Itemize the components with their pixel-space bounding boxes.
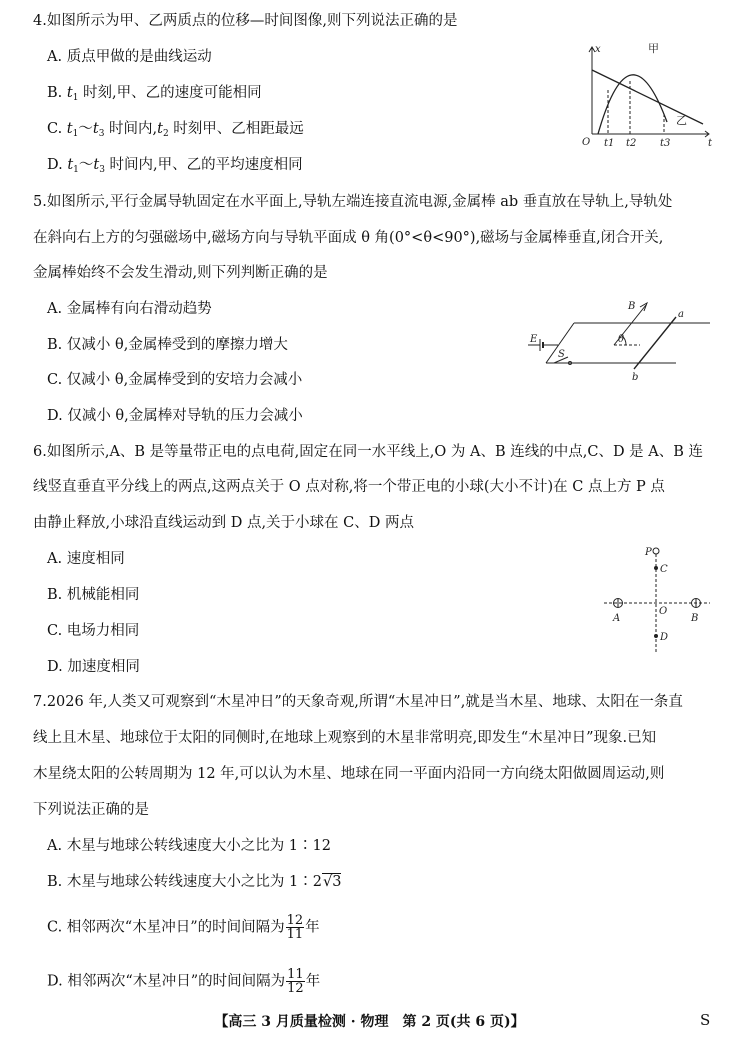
q4-option-d: D. $t_1\sim t_3$ 时间内,甲、乙的平均速度相同 xyxy=(47,157,303,175)
q6-option-c: C. 电场力相同 xyxy=(47,623,140,639)
q5-stem-line-1: 5.如图所示,平行金属导轨固定在水平面上,导轨左端连接直流电源,金属棒 ab 垂直放在导轨上,导轨处 xyxy=(33,194,673,210)
q5-option-d: D. 仅减小 θ,金属棒对导轨的压力会减小 xyxy=(47,408,303,424)
q6-option-b: B. 机械能相同 xyxy=(47,587,140,603)
q4-t1-label: t1 xyxy=(604,138,615,149)
q6-a-label: A xyxy=(613,613,621,624)
q5-rail-diagram xyxy=(528,295,714,387)
q6-d-label: D xyxy=(660,632,669,643)
q4-xt-graph xyxy=(578,42,718,152)
q5-stem-line-2: 在斜向右上方的匀强磁场中,磁场方向与导轨平面成 θ 角(0°<θ<90°),磁场与金属棒垂直,闭合开关, xyxy=(33,230,664,246)
q7-stem-line-4: 下列说法正确的是 xyxy=(33,802,149,818)
q4-yi-label: 乙 xyxy=(676,114,687,127)
q4-stem: 4.如图所示为甲、乙两质点的位移—时间图像,则下列说法正确的是 xyxy=(33,13,458,29)
q5-option-a: A. 金属棒有向右滑动趋势 xyxy=(47,301,212,317)
fraction: $\frac{12}{11}$ xyxy=(286,913,304,942)
q6-stem-line-3: 由静止释放,小球沿直线运动到 D 点,关于小球在 C、D 两点 xyxy=(33,515,414,531)
q6-stem-line-2: 线竖直垂直平分线上的两点,这两点关于 O 点对称,将一个带正电的小球(大小不计)在 C 点上方 P 点 xyxy=(33,479,665,495)
q6-o-label: O xyxy=(659,606,668,617)
page-corner-mark: S xyxy=(700,1011,711,1029)
q5-option-c: C. 仅减小 θ,金属棒受到的安培力会减小 xyxy=(47,372,303,388)
q5-b-field-label: B xyxy=(628,301,636,312)
q6-stem-line-1: 6.如图所示,A、B 是等量带正电的点电荷,固定在同一水平线上,O 为 A、B 连线的中点,C、D 是 A、B 连 xyxy=(33,444,704,460)
q5-source-label: E xyxy=(530,334,538,345)
q7-option-b: B. 木星与地球公转线速度大小之比为 1∶2√3 xyxy=(47,874,342,890)
q7-option-d: D. 相邻两次“木星冲日”的时间间隔为 $\frac{11}{12}$ 年 xyxy=(47,967,321,996)
q4-jia-label: 甲 xyxy=(648,42,659,55)
fraction: $\frac{11}{12}$ xyxy=(287,967,304,996)
q4-t3-label: t3 xyxy=(660,138,671,149)
page-footer: 【高三 3 月质量检测 · 物理 第 2 页(共 6 页)】 xyxy=(214,1014,525,1030)
q6-b-label: B xyxy=(691,613,699,624)
q5-switch-label: S xyxy=(558,349,565,360)
q4-option-b: B. $t_1$ 时刻,甲、乙的速度可能相同 xyxy=(47,85,262,103)
q4-t2-label: t2 xyxy=(626,138,637,149)
q6-p-label: P xyxy=(645,547,652,558)
q7-stem-line-1: 7.2026 年,人类又可观察到“木星冲日”的天象奇观,所谓“木星冲日”,就是当木星、地球、太阳在一条直 xyxy=(33,694,683,710)
q4-origin-label: O xyxy=(582,137,591,148)
sqrt-symbol: √3 xyxy=(322,874,342,890)
q4-option-a: A. 质点甲做的是曲线运动 xyxy=(47,49,212,65)
q5-end-a-label: a xyxy=(678,309,684,320)
q5-theta-label: θ xyxy=(618,334,625,345)
q4-x-axis-label: x xyxy=(595,44,601,55)
q7-option-a: A. 木星与地球公转线速度大小之比为 1∶12 xyxy=(47,838,331,854)
q4-t-axis-label: t xyxy=(708,138,713,149)
q7-stem-line-3: 木星绕太阳的公转周期为 12 年,可以认为木星、地球在同一平面内沿同一方向绕太阳做圆周运动,则 xyxy=(33,766,665,782)
q6-c-label: C xyxy=(660,564,668,575)
q7-stem-line-2: 线上且木星、地球位于太阳的同侧时,在地球上观察到的木星非常明亮,即发生“木星冲日”现象.已知 xyxy=(33,730,657,746)
q4-option-c: C. $t_1\sim t_3$ 时间内$,t_2$ 时刻甲、乙相距最远 xyxy=(47,121,304,139)
q7-option-c: C. 相邻两次“木星冲日”的时间间隔为 $\frac{12}{11}$ 年 xyxy=(47,913,320,942)
q5-end-b-label: b xyxy=(632,372,639,383)
q6-option-a: A. 速度相同 xyxy=(47,551,125,567)
q6-charge-diagram xyxy=(600,544,712,654)
q5-option-b: B. 仅减小 θ,金属棒受到的摩擦力增大 xyxy=(47,337,288,353)
q6-option-d: D. 加速度相同 xyxy=(47,659,140,675)
q5-stem-line-3: 金属棒始终不会发生滑动,则下列判断正确的是 xyxy=(33,265,328,281)
